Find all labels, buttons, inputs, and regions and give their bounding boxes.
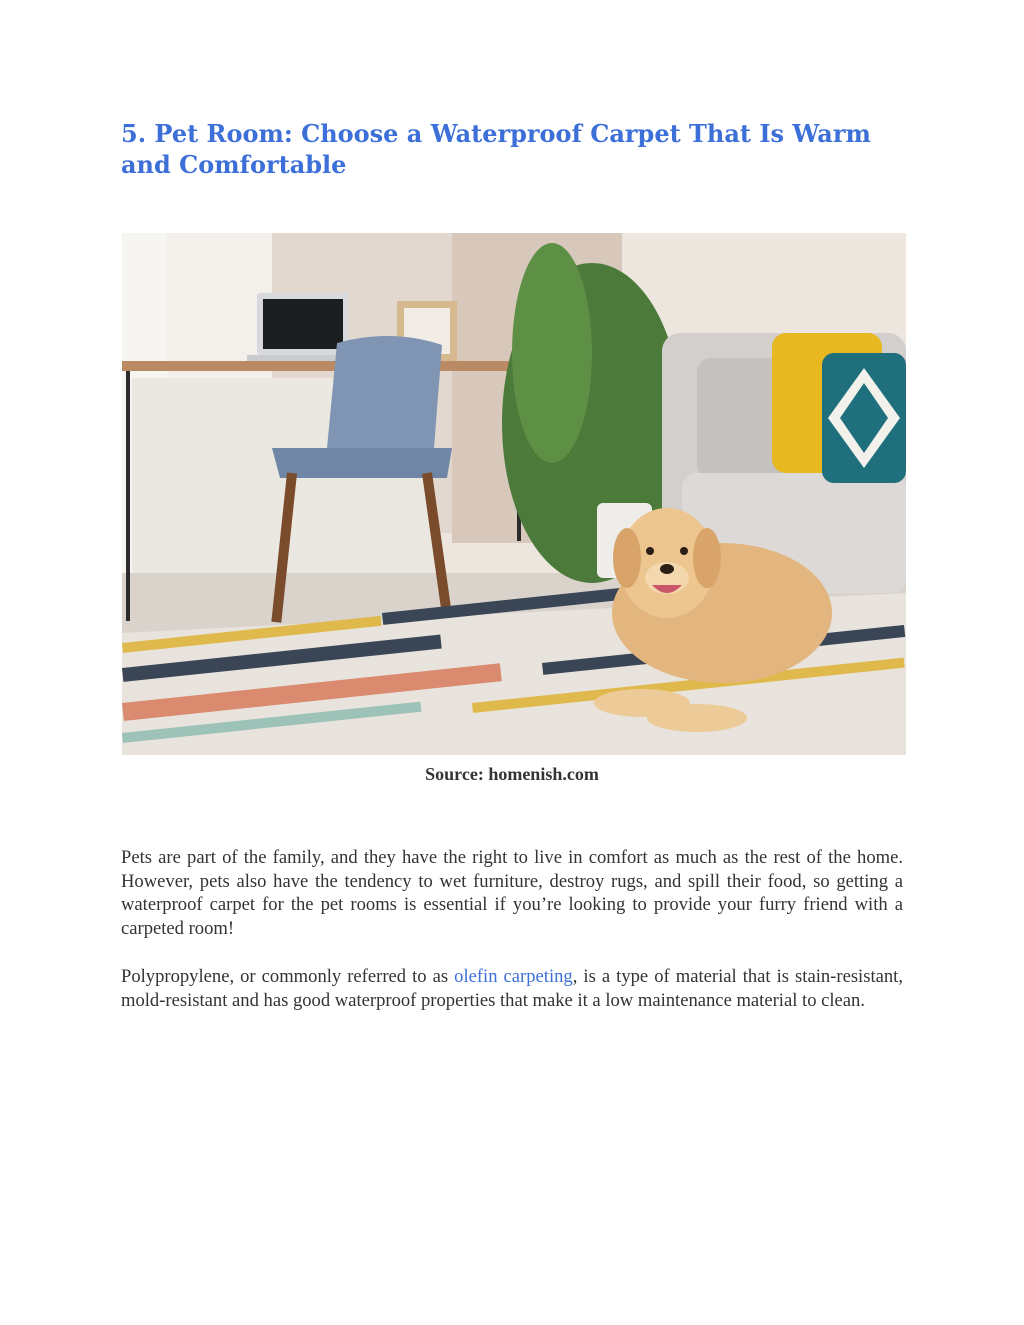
paragraph-2-text-after-link: , is a type of material that is stain-resistant, mold-resistant and has good waterproof properties that make it a low maintenance material to clean.	[121, 966, 903, 1011]
body-paragraph-1: Pets are part of the family, and they have the right to live in comfort as much as the rest of the home. However, pets also have the tendency to wet furniture, destroy rugs, and spill their food, so getting a waterproof carpet for the pet rooms is essential if you’re looking to provide your furry friend with a carpeted room!	[121, 847, 903, 939]
image-source-caption: Source: homenish.com	[425, 764, 599, 784]
body-paragraph-2	[121, 965, 903, 1012]
section-heading: 5. Pet Room: Choose a Waterproof Carpet That Is Warm and Comfortable	[121, 119, 871, 179]
pet-room-photo	[122, 233, 906, 755]
paragraph-2-text-before-link: Polypropylene, or commonly referred to as	[121, 966, 455, 987]
olefin-carpeting-link[interactable]: olefin carpeting	[454, 966, 573, 987]
